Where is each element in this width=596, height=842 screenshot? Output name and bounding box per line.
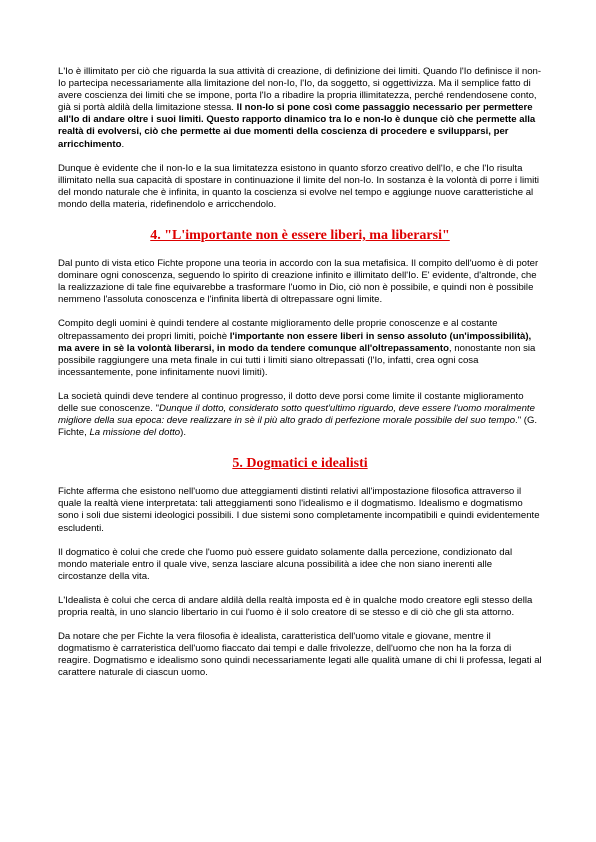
paragraph-text: L'Io è illimitato per ciò che riguarda la sua attività di creazione, di definizione dei limiti. Quando l'Io definisce il non-Io partecipa necessariamente alla limitazione del non-Io, l'Io, da soggetto, si oggettivizza. Ma il semplice fatto di avere coscienza dei limiti che se impone, porta l'Io a ribadire la propria illimitatezza, perché rendendosene conto, già si portà aldilà della limitazione stessa. <box>58 66 542 114</box>
book-title: La missione del dotto <box>89 427 181 439</box>
document-page <box>58 66 542 691</box>
paragraph-text: , nonostante non sia possibile raggiungere una meta finale in cui tutti i limiti siano oltrepassati (l'Io, infatti, crea ogni cosa incessantemente, pone infinitamente nuovi limiti). <box>58 342 536 378</box>
section-heading-4: 4. "L'importante non è essere liberi, ma liberarsi" <box>150 228 450 244</box>
paragraph-dogmatico: Il dogmatico è colui che crede che l'uomo può essere guidato solamente dalla percezione, condizionato dal mondo materiale entro il quale vive, senza lasciare alcuna possibilità a idee che non siano inerenti alle circostanze della vita. <box>58 546 513 582</box>
paragraph-non-io-limitatezza: Dunque è evidente che il non-Io e la sua limitatezza esistono in quanto sforzo creativo dell'Io, e che l'Io risulta illimitato nella sua capacità di spostare in continuazione il limite del non-Io. In sostanza è la volontà di porre i limiti del mondo naturale che è infinita, in quanto la coscienza si evolve nel tempo e aggiunge nuove caratteristiche al mondo della materia, ridefinendolo e arricchendolo. <box>58 162 540 210</box>
paragraph-idealista: L'Idealista è colui che cerca di andare aldilà della realtà imposta ed è in qualche modo creatore egli stesso della propria realtà, in uno slancio libertario in cui l'uomo è il solo creatore di se stesso e di ciò che gli sta attorno. <box>58 594 533 618</box>
paragraph-compito-uomini <box>58 318 542 378</box>
paragraph-vera-filosofia: Da notare che per Fichte la vera filosofia è idealista, caratteristica dell'uomo vitale e giovane, mentre il dogmatismo è carrateristica dell'uomo fiaccato dai tempi e dalle frivolezze, dell'uomo che non ha la forza di reagire. Dogmatismo e idealismo sono quindi necessariamente legati alle qualità umane di chi li professa, legati al carattere naturale di ciascun uomo. <box>58 631 542 679</box>
paragraph-text: . <box>121 138 125 150</box>
paragraph-text: ." (G. Fichte, <box>58 415 538 439</box>
paragraph-text: ). <box>180 427 187 439</box>
paragraph-etica-fichte: Dal punto di vista etico Fichte propone una teoria in accordo con la sua metafisica. Il compito dell'uomo è di poter dominare ogni conoscenza, seguendo lo spirito di creazione infinito e illimitato dell'Io. E' evidente, d'altronde, che la realizzazione di tale fine equivarebbe a trasformare l'uomo in Dio, ciò non è possibile, e quindi non è possibile nemmeno l'assoluta conoscenza e l'infinita libertà di oltrepassare ogni limite. <box>58 258 539 306</box>
bold-text: l'importante non essere liberi in senso assoluto (un'impossibilità), ma avere in sè la volontà liberarsi, in modo da tendere comunque all'oltrepassamento <box>58 330 532 354</box>
paragraph-atteggiamenti: Fichte afferma che esistono nell'uomo due atteggiamenti distinti relativi all'impostazione filosofica attraverso il quale la realtà viene interpretata: tali atteggiamenti sono l'idealismo e il dogmatismo. Idealismo e dogmatismo sono i soli due sistemi ideologici possibili. I due sistemi sono completamente incompatibili e quindi evidentemente escludenti. <box>58 486 540 534</box>
paragraph-text: Compito degli uomini è quindi tendere al costante miglioramento delle proprie conoscenze e al costante oltrepassamento dei propri limiti, poichè <box>58 318 498 342</box>
paragraph-societa-dotto <box>58 391 542 439</box>
paragraph-text: La società quindi deve tendere al continuo progresso, il dotto deve porsi come limite il costante miglioramento delle sue conoscenze. " <box>58 390 524 414</box>
paragraph-io-illimitato <box>58 66 542 151</box>
bold-text: Il non-Io si pone così come passaggio necessario per permettere all'Io di andare oltre i suoi limiti. Questo rapporto dinamico tra Io e non-Io è dunque ciò che permette alla realtà di evolversi, ciò che permette ai due momenti della coscienza di procedere e svilupparsi, per arricchimento <box>58 102 536 150</box>
section-heading-5: 5. Dogmatici e idealisti <box>232 456 368 472</box>
quote-text: Dunque il dotto, considerato sotto quest'ultimo riguardo, deve essere l'uomo moralmente migliore della sua epoca: deve realizzare in sè il più alto grado di perfezione morale possibile del suo tempo <box>58 402 535 427</box>
